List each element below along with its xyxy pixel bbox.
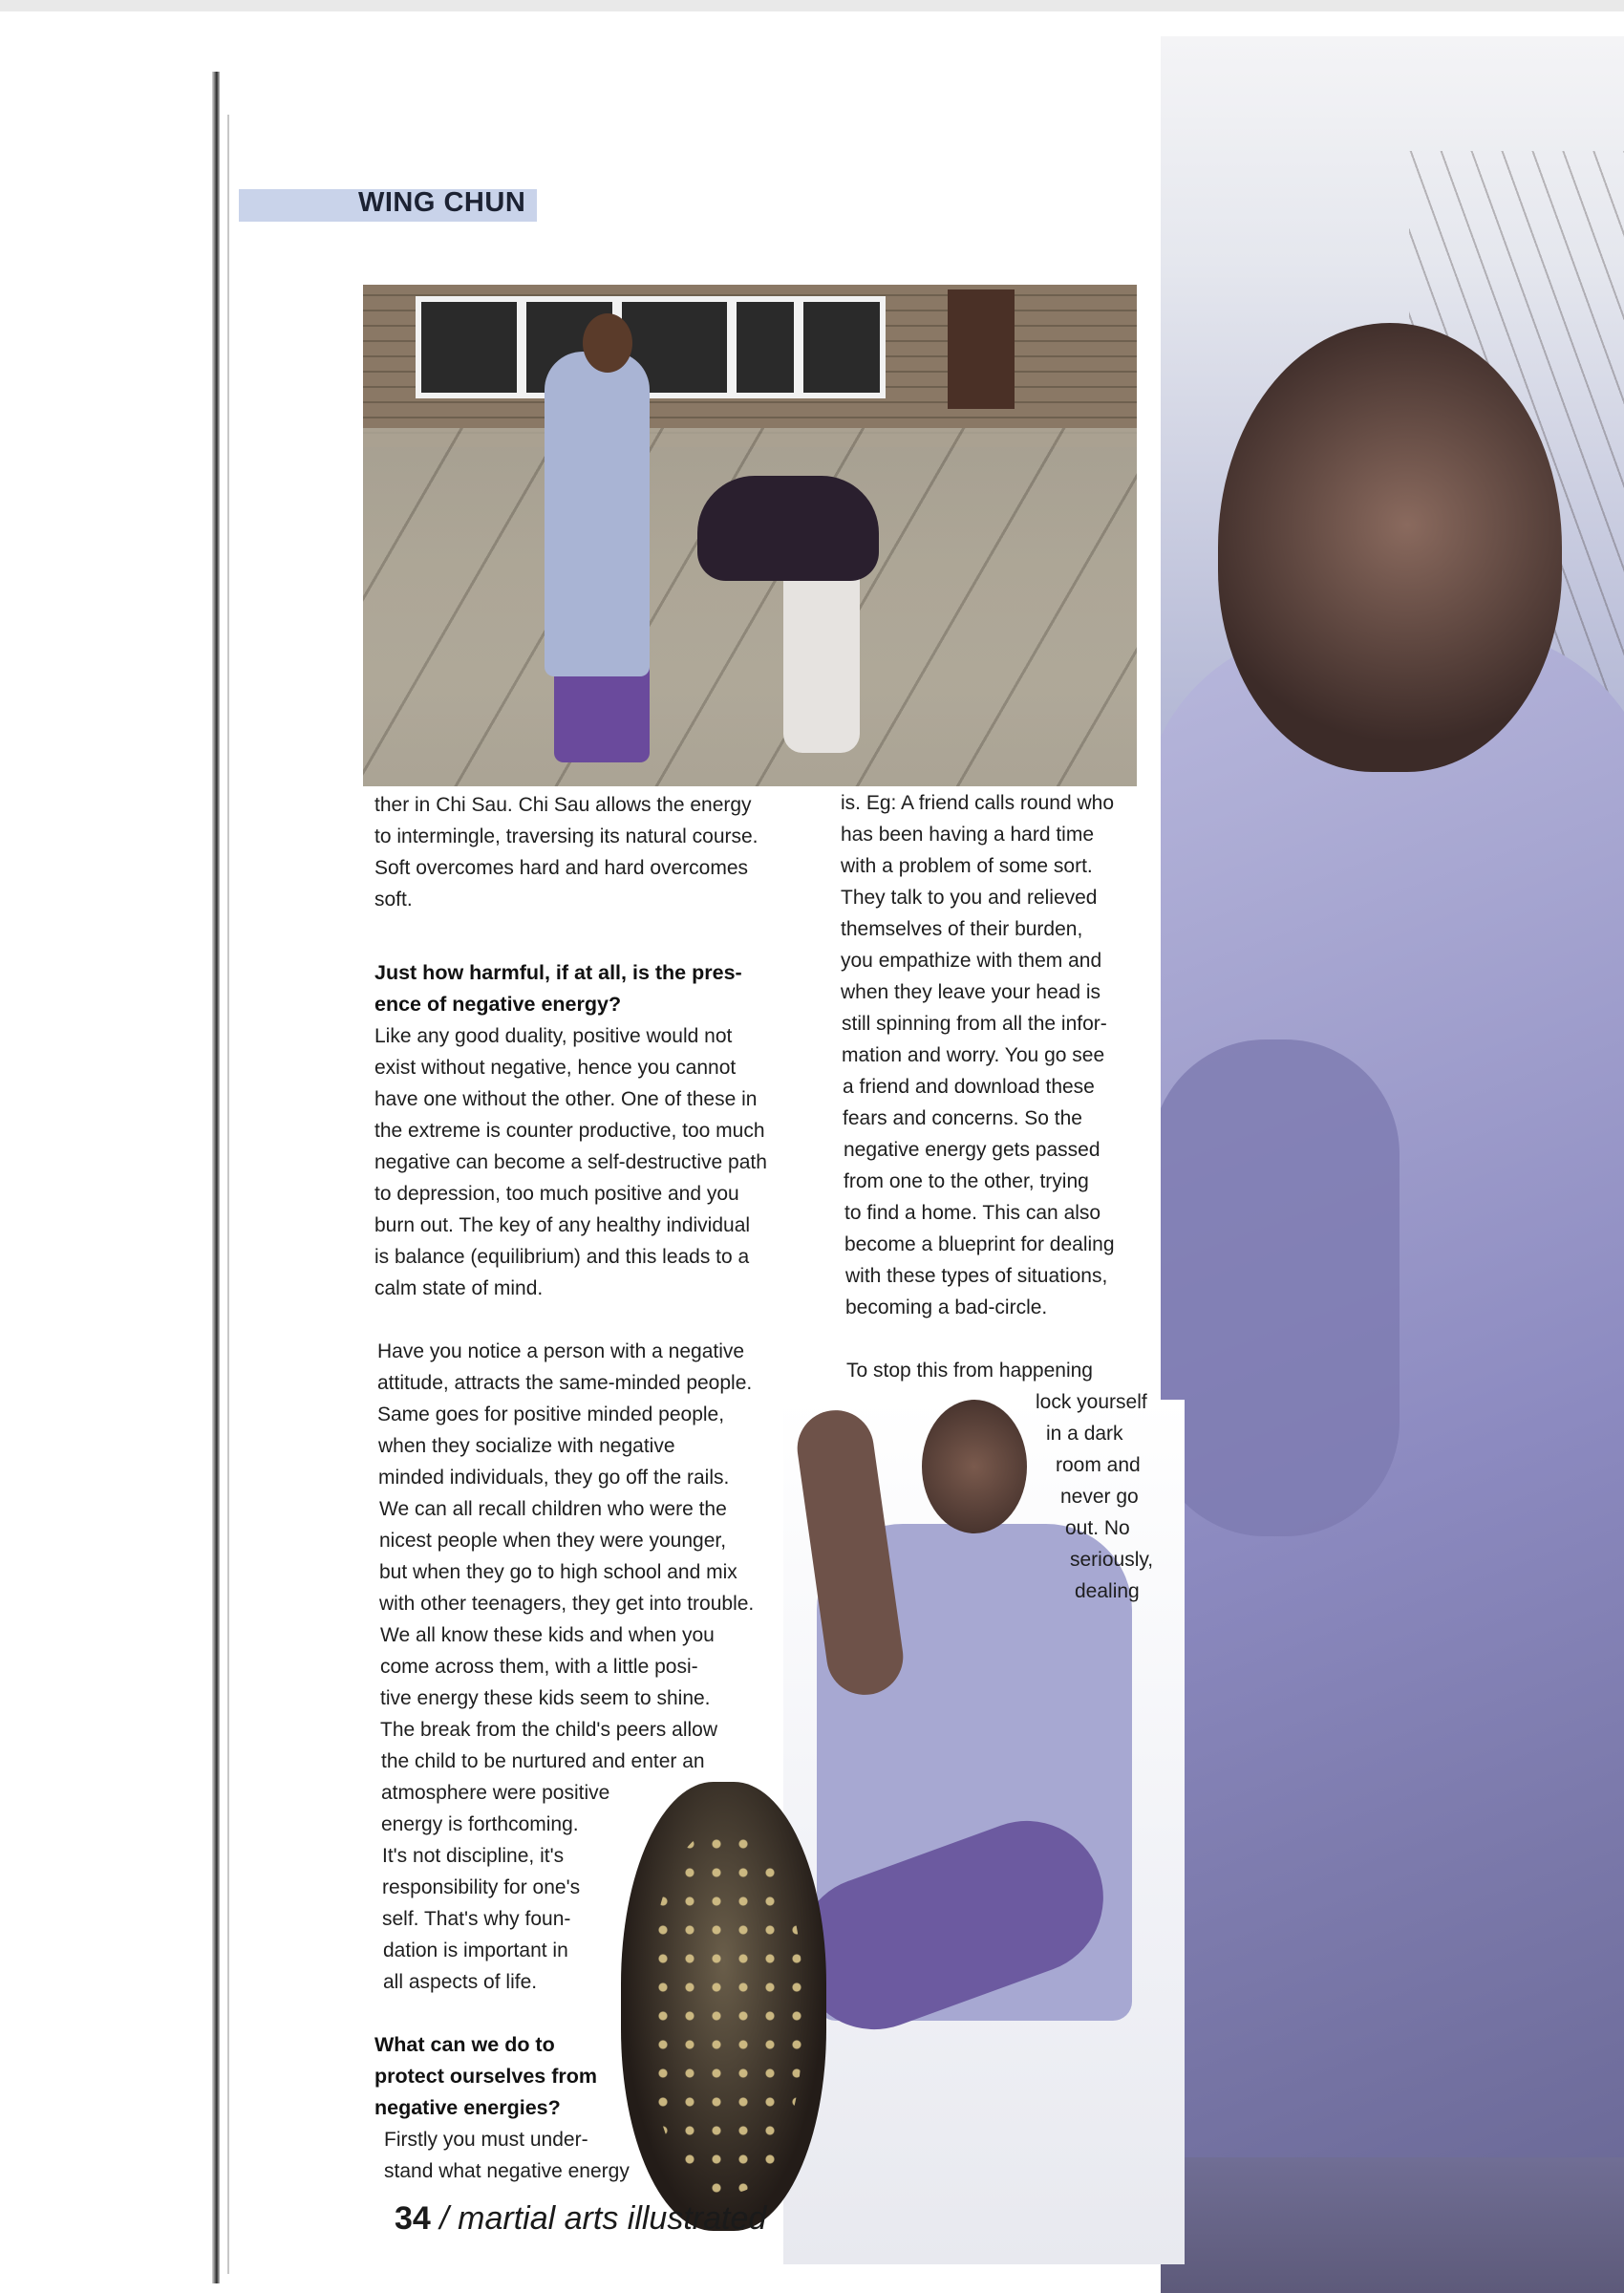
photo-window [416, 296, 523, 398]
text-line: tive energy these kids seem to shine. [380, 1687, 711, 1709]
paragraph-gap [374, 1304, 767, 1336]
paragraph [841, 1355, 1153, 1607]
text-line: exist without negative, hence you cannot [374, 1057, 737, 1079]
text-line: minded individuals, they go off the rails. [378, 1467, 730, 1489]
text-line: with a problem of some sort. [841, 855, 1093, 877]
photo-window [731, 296, 800, 398]
text-line: never go [1060, 1486, 1139, 1508]
text-line: The break from the child's peers allow [380, 1719, 718, 1741]
text-line: burn out. The key of any healthy individual [374, 1214, 751, 1236]
article-column-left-intro [374, 789, 759, 915]
text-line: fears and concerns. So the [843, 1107, 1082, 1129]
text-line: with other teenagers, they get into trouble. [379, 1593, 755, 1615]
paragraph-gap [841, 1323, 1153, 1355]
text-line: Like any good duality, positive would not [374, 1025, 733, 1047]
portrait-photo [1161, 36, 1624, 2293]
text-line: What can we do to [374, 2033, 555, 2056]
photo-figure-instructor [545, 352, 650, 676]
text-line: To stop this from happening [846, 1360, 1093, 1382]
text-line: have one without the other. One of these in [374, 1088, 758, 1110]
photo-arm [1161, 1039, 1400, 1536]
text-line: mation and worry. You go see [842, 1044, 1105, 1066]
text-line: but when they go to high school and mix [379, 1561, 737, 1583]
subheading-protect [374, 2029, 767, 2124]
text-line: Firstly you must under- [384, 2129, 588, 2151]
article-column-left [374, 957, 767, 2187]
text-line: all aspects of life. [383, 1971, 538, 1993]
text-line: out. No [1065, 1517, 1130, 1539]
text-line: become a blueprint for dealing [844, 1233, 1115, 1255]
text-line: to depression, too much positive and you [374, 1183, 739, 1205]
text-line: with these types of situations, [845, 1265, 1108, 1287]
text-line: has been having a hard time [841, 824, 1095, 846]
text-line: the child to be nurtured and enter an [381, 1750, 705, 1772]
text-line: dation is important in [383, 1939, 568, 1961]
text-line: from one to the other, trying [844, 1170, 1089, 1192]
text-line: is. Eg: A friend calls round who [841, 792, 1114, 814]
text-line: Just how harmful, if at all, is the pres- [374, 961, 742, 984]
text-line: negative energy gets passed [844, 1139, 1100, 1161]
text-line: dealing [1075, 1580, 1140, 1602]
text-line: you empathize with them and [841, 950, 1102, 972]
text-line: calm state of mind. [374, 1277, 544, 1299]
text-line: is balance (equilibrium) and this leads to a [374, 1246, 750, 1268]
text-line: We all know these kids and when you [380, 1624, 715, 1646]
page-spine [212, 72, 220, 2283]
text-line: ence of negative energy? [374, 993, 622, 1016]
text-line: the extreme is counter productive, too much [374, 1120, 765, 1142]
text-line: a friend and download these [843, 1076, 1095, 1098]
text-line: nicest people when they were younger, [379, 1530, 727, 1552]
page-number: 34 [395, 2200, 431, 2237]
text-line: seriously, [1070, 1549, 1154, 1571]
photo-figure-head [583, 313, 632, 373]
text-line: protect ourselves from [374, 2065, 597, 2088]
text-line: in a dark [1046, 1423, 1123, 1445]
text-line: when they leave your head is [841, 981, 1101, 1003]
text-line: Soft overcomes hard and hard overcomes [374, 857, 749, 879]
text-line: still spinning from all the infor- [842, 1013, 1107, 1035]
text-line: negative energies? [374, 2096, 561, 2119]
paragraph [374, 1020, 767, 1304]
text-line: energy is forthcoming. [381, 1813, 579, 1835]
paragraph [374, 1336, 767, 1998]
text-line: stand what negative energy [384, 2160, 630, 2182]
paragraph-gap [374, 1998, 767, 2029]
page-footer [395, 2200, 766, 2238]
text-line: come across them, with a little posi- [380, 1656, 698, 1678]
magazine-name: / martial arts illustrated [439, 2200, 767, 2237]
text-line: self. That's why foun- [382, 1908, 571, 1930]
text-line: We can all recall children who were the [379, 1498, 727, 1520]
text-line: Have you notice a person with a negative [377, 1340, 745, 1362]
text-line: responsibility for one's [382, 1876, 581, 1898]
paragraph [841, 787, 1153, 1323]
text-line: attitude, attracts the same-minded people. [377, 1372, 753, 1394]
text-line: atmosphere were positive [381, 1782, 610, 1804]
text-line: It's not discipline, it's [382, 1845, 565, 1867]
subheading-harmful [374, 957, 767, 1020]
section-title: WING CHUN [358, 187, 526, 218]
text-line: when they socialize with negative [378, 1435, 675, 1457]
text-line: They talk to you and relieved [841, 887, 1098, 909]
text-line: lock yourself [1036, 1391, 1147, 1413]
text-line: negative can become a self-destructive path [374, 1151, 767, 1173]
text-line: themselves of their burden, [841, 918, 1083, 940]
text-line: becoming a bad-circle. [845, 1297, 1048, 1318]
photo-head [1218, 323, 1562, 772]
photo-door [948, 289, 1015, 409]
text-line: soft. [374, 889, 413, 911]
text-line: ther in Chi Sau. Chi Sau allows the energy [374, 794, 752, 816]
text-line: to find a home. This can also [844, 1202, 1101, 1224]
text-line: to intermingle, traversing its natural course. [374, 825, 759, 847]
photo-window [798, 296, 886, 398]
photo-figure-student [697, 476, 879, 581]
page-spine-shadow [227, 115, 229, 2274]
text-line: Same goes for positive minded people, [377, 1404, 725, 1425]
text-line: room and [1056, 1454, 1141, 1476]
two-men-training-photo [363, 285, 1137, 786]
paragraph [374, 2124, 767, 2187]
article-column-right [841, 787, 1153, 1607]
paragraph [374, 789, 759, 915]
